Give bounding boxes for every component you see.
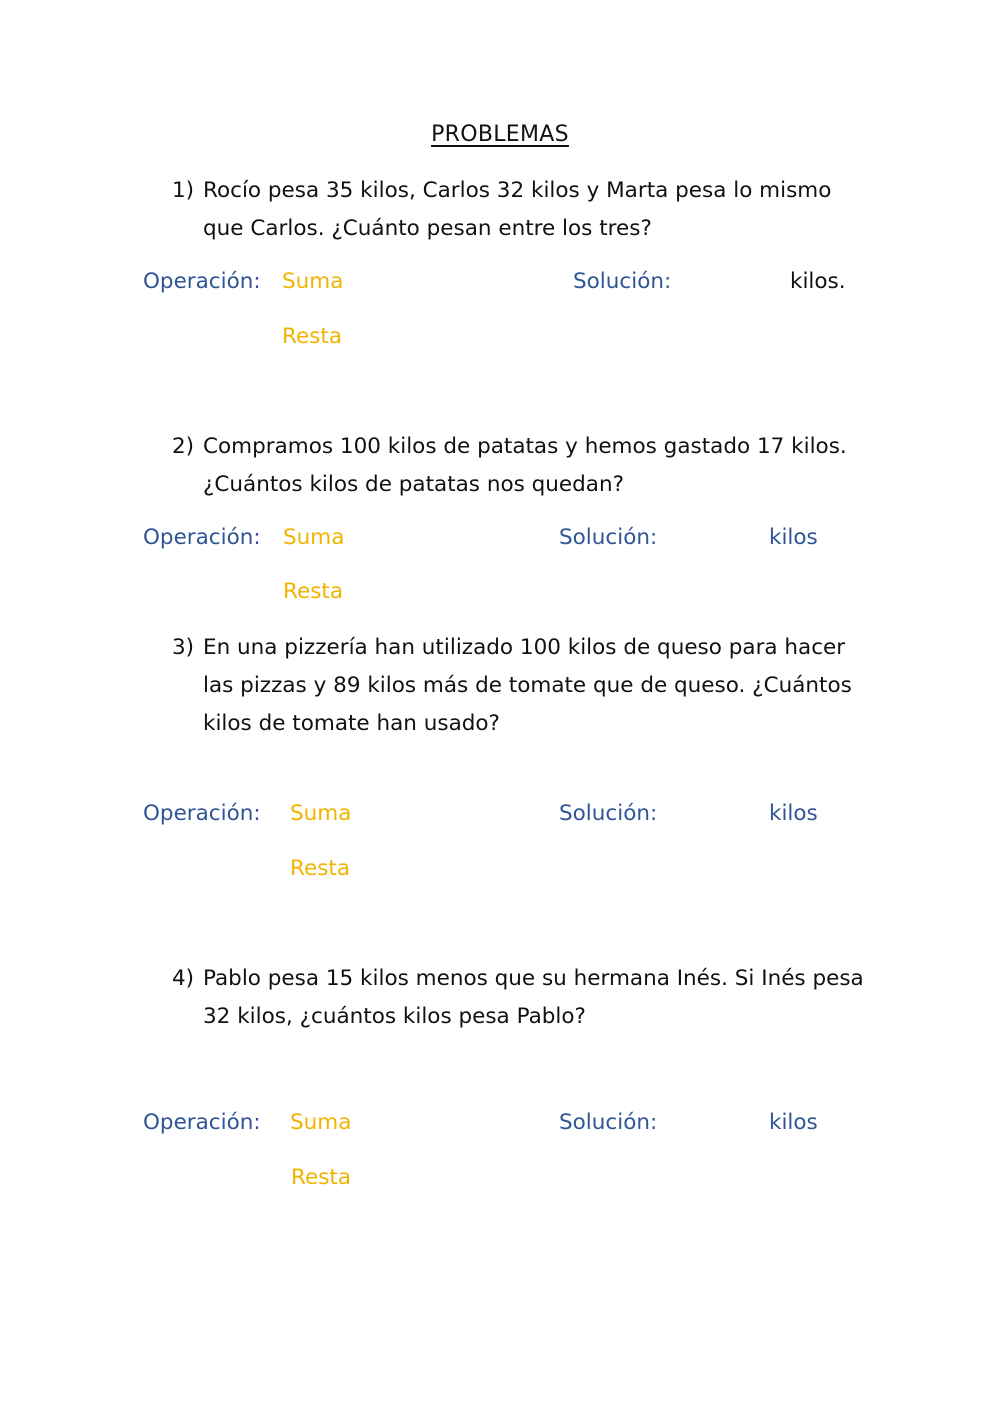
problem-2	[172, 428, 872, 504]
problem-number: 1)	[172, 178, 195, 203]
problem-text: En una pizzería han utilizado 100 kilos de queso para hacer las pizzas y 89 kilos más de tomate que de queso. ¿Cuántos kilos de tomate han usado?	[203, 635, 852, 736]
problem-text: Rocío pesa 35 kilos, Carlos 32 kilos y Marta pesa lo mismo que Carlos. ¿Cuánto pesan entre los tres?	[203, 178, 832, 241]
solution-label: Solución:	[559, 525, 658, 550]
solution-unit: kilos	[769, 801, 818, 826]
operation-label: Operación:	[143, 1110, 261, 1135]
operation-label: Operación:	[143, 525, 261, 550]
solution-unit: kilos	[769, 525, 818, 550]
page-title: PROBLEMAS	[431, 122, 569, 147]
problem-4	[172, 960, 872, 1036]
solution-label: Solución:	[559, 801, 658, 826]
option-resta[interactable]: Resta	[290, 856, 351, 881]
problem-number: 2)	[172, 434, 195, 459]
problem-1	[172, 172, 872, 248]
problem-3	[172, 629, 872, 743]
solution-label: Solución:	[573, 269, 672, 294]
option-resta[interactable]: Resta	[282, 324, 343, 349]
solution-unit: kilos.	[790, 269, 846, 294]
operation-label: Operación:	[143, 801, 261, 826]
operation-label: Operación:	[143, 269, 261, 294]
option-suma[interactable]: Suma	[290, 1110, 352, 1135]
option-resta[interactable]: Resta	[283, 579, 344, 604]
solution-label: Solución:	[559, 1110, 658, 1135]
problem-number: 3)	[172, 635, 195, 660]
option-suma[interactable]: Suma	[282, 269, 344, 294]
problem-text: Compramos 100 kilos de patatas y hemos gastado 17 kilos. ¿Cuántos kilos de patatas nos quedan?	[203, 434, 847, 497]
problem-text: Pablo pesa 15 kilos menos que su hermana Inés. Si Inés pesa 32 kilos, ¿cuántos kilos pesa Pablo?	[203, 966, 864, 1029]
option-suma[interactable]: Suma	[290, 801, 352, 826]
option-suma[interactable]: Suma	[283, 525, 345, 550]
solution-unit: kilos	[769, 1110, 818, 1135]
option-resta[interactable]: Resta	[291, 1165, 352, 1190]
problem-number: 4)	[172, 966, 195, 991]
